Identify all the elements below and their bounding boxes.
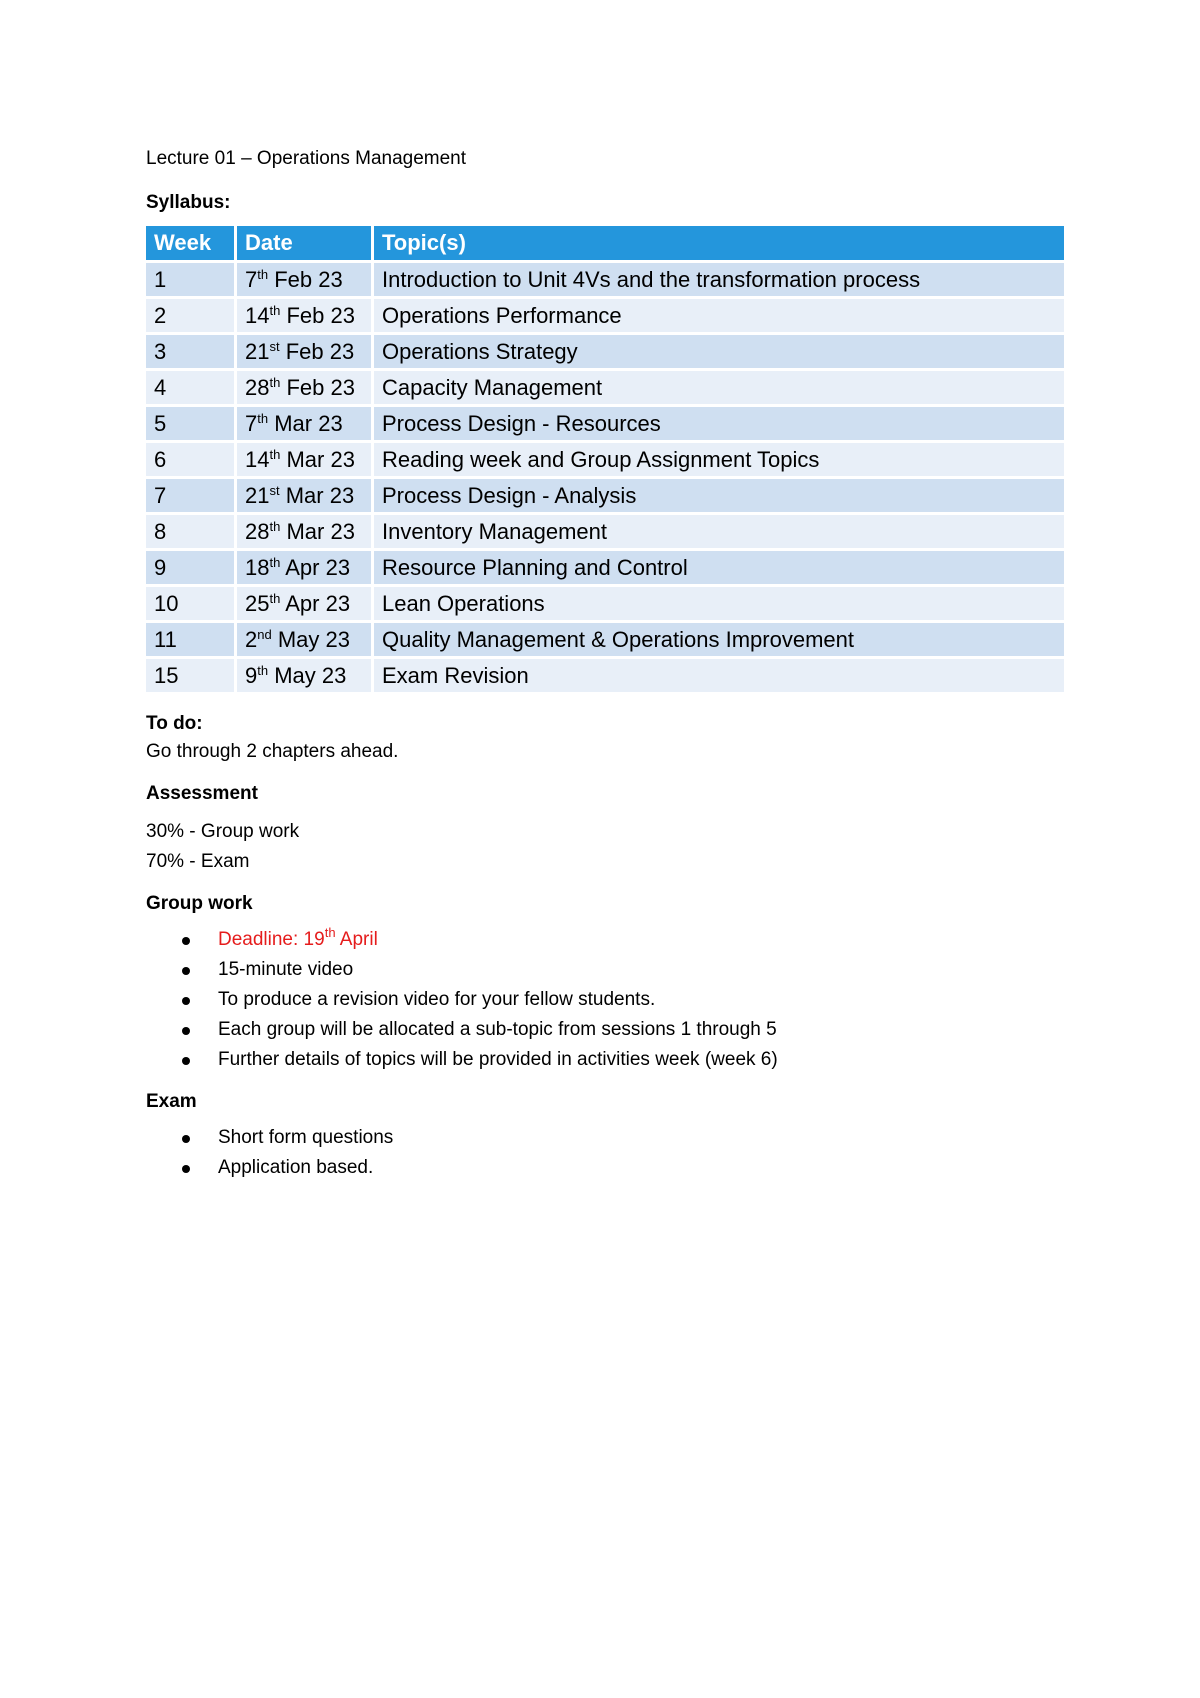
date-month: Apr 23 [285,590,351,616]
table-row [146,443,1064,479]
table-row [146,587,1064,623]
group-work-list [146,925,1066,1075]
date-day: 7 [245,266,258,292]
date-day: 25 [245,590,270,616]
bullet-icon [182,1165,190,1173]
list-item-text: 15-minute video [218,959,354,980]
cell-topic: Process Design - Analysis [374,479,1064,515]
cell-topic: Operations Strategy [374,335,1064,371]
list-item-text: Application based. [218,1157,374,1178]
table-row [146,299,1064,335]
list-item [146,1015,1066,1045]
header-date: Date [237,226,374,263]
cell-date [237,335,374,371]
date-day: 7 [245,410,258,436]
todo-text: Go through 2 chapters ahead. [146,741,399,762]
cell-week: 3 [146,335,237,371]
bullet-icon [182,997,190,1005]
date-day: 28 [245,518,270,544]
header-topics: Topic(s) [374,226,1064,263]
date-ordinal: nd [257,626,272,642]
table-row [146,263,1064,299]
date-day: 21 [245,482,270,508]
cell-week: 9 [146,551,237,587]
list-item-text: Further details of topics will be provided in activities week (week 6) [218,1049,778,1070]
assessment-heading: Assessment [146,783,258,804]
date-ordinal: th [269,554,281,570]
todo-heading: To do: [146,713,203,734]
cell-date [237,623,374,659]
table-row [146,371,1064,407]
cell-date [237,299,374,335]
date-ordinal: st [269,482,280,498]
cell-topic: Resource Planning and Control [374,551,1064,587]
date-month: Feb 23 [286,302,355,328]
cell-topic: Exam Revision [374,659,1064,695]
date-ordinal: th [257,266,269,282]
date-ordinal: st [269,338,280,354]
date-month: Mar 23 [286,518,355,544]
date-day: 18 [245,554,270,580]
cell-date [237,443,374,479]
page-title: Lecture 01 – Operations Management [146,148,467,169]
cell-week: 8 [146,515,237,551]
date-month: Apr 23 [285,554,351,580]
list-item-text: Each group will be allocated a sub-topic from sessions 1 through 5 [218,1019,777,1040]
date-day: 9 [245,662,258,688]
cell-week: 5 [146,407,237,443]
date-day: 21 [245,338,270,364]
date-ordinal: th [269,518,281,534]
date-ordinal: th [257,662,269,678]
date-day: 14 [245,302,270,328]
date-ordinal: th [257,410,269,426]
list-item [146,1045,1066,1075]
deadline-prefix: Deadline: 19 [218,929,325,950]
cell-date [237,515,374,551]
date-month: Mar 23 [274,410,343,436]
bullet-icon [182,937,190,945]
date-ordinal: th [269,590,281,606]
cell-topic: Introduction to Unit 4Vs and the transformation process [374,263,1064,299]
list-item-text: To produce a revision video for your fellow students. [218,989,656,1010]
cell-date [237,587,374,623]
group-work-heading: Group work [146,893,253,914]
cell-week: 15 [146,659,237,695]
date-day: 2 [245,626,258,652]
date-month: May 23 [274,662,347,688]
date-ordinal: th [269,374,281,390]
exam-heading: Exam [146,1091,197,1112]
header-week: Week [146,226,237,263]
cell-date [237,263,374,299]
cell-date [237,551,374,587]
table-row [146,551,1064,587]
bullet-icon [182,967,190,975]
cell-date [237,659,374,695]
bullet-icon [182,1135,190,1143]
bullet-icon [182,1057,190,1065]
cell-topic: Process Design - Resources [374,407,1064,443]
document-page [146,146,1066,1183]
assessment-exam: 70% - Exam [146,851,250,872]
cell-week: 4 [146,371,237,407]
date-month: Mar 23 [286,446,355,472]
cell-week: 2 [146,299,237,335]
cell-week: 7 [146,479,237,515]
cell-topic: Lean Operations [374,587,1064,623]
cell-topic: Quality Management & Operations Improvement [374,623,1064,659]
list-item-text: Short form questions [218,1127,394,1148]
bullet-icon [182,1027,190,1035]
cell-date [237,479,374,515]
cell-week: 10 [146,587,237,623]
date-month: Feb 23 [274,266,343,292]
syllabus-table [146,226,1064,695]
cell-topic: Reading week and Group Assignment Topics [374,443,1064,479]
list-item [146,1123,1066,1153]
date-ordinal: th [269,302,281,318]
table-row [146,659,1064,695]
deadline-sup: th [324,925,336,940]
table-row [146,479,1064,515]
table-row [146,623,1064,659]
table-row [146,407,1064,443]
cell-topic: Operations Performance [374,299,1064,335]
deadline-suffix: April [335,929,378,950]
assessment-group-work: 30% - Group work [146,821,300,842]
deadline-item [146,925,1066,955]
cell-week: 6 [146,443,237,479]
syllabus-label: Syllabus: [146,192,231,213]
date-month: Feb 23 [286,374,355,400]
table-header-row [146,226,1064,263]
date-ordinal: th [269,446,281,462]
list-item [146,985,1066,1015]
date-day: 28 [245,374,270,400]
date-day: 14 [245,446,270,472]
syllabus-table-body [146,263,1064,695]
cell-week: 11 [146,623,237,659]
cell-week: 1 [146,263,237,299]
table-row [146,515,1064,551]
exam-list [146,1123,1066,1183]
date-month: May 23 [277,626,350,652]
date-month: Mar 23 [285,482,355,508]
list-item [146,1153,1066,1183]
date-month: Feb 23 [285,338,355,364]
cell-date [237,371,374,407]
cell-topic: Inventory Management [374,515,1064,551]
cell-date [237,407,374,443]
table-row [146,335,1064,371]
cell-topic: Capacity Management [374,371,1064,407]
list-item [146,955,1066,985]
